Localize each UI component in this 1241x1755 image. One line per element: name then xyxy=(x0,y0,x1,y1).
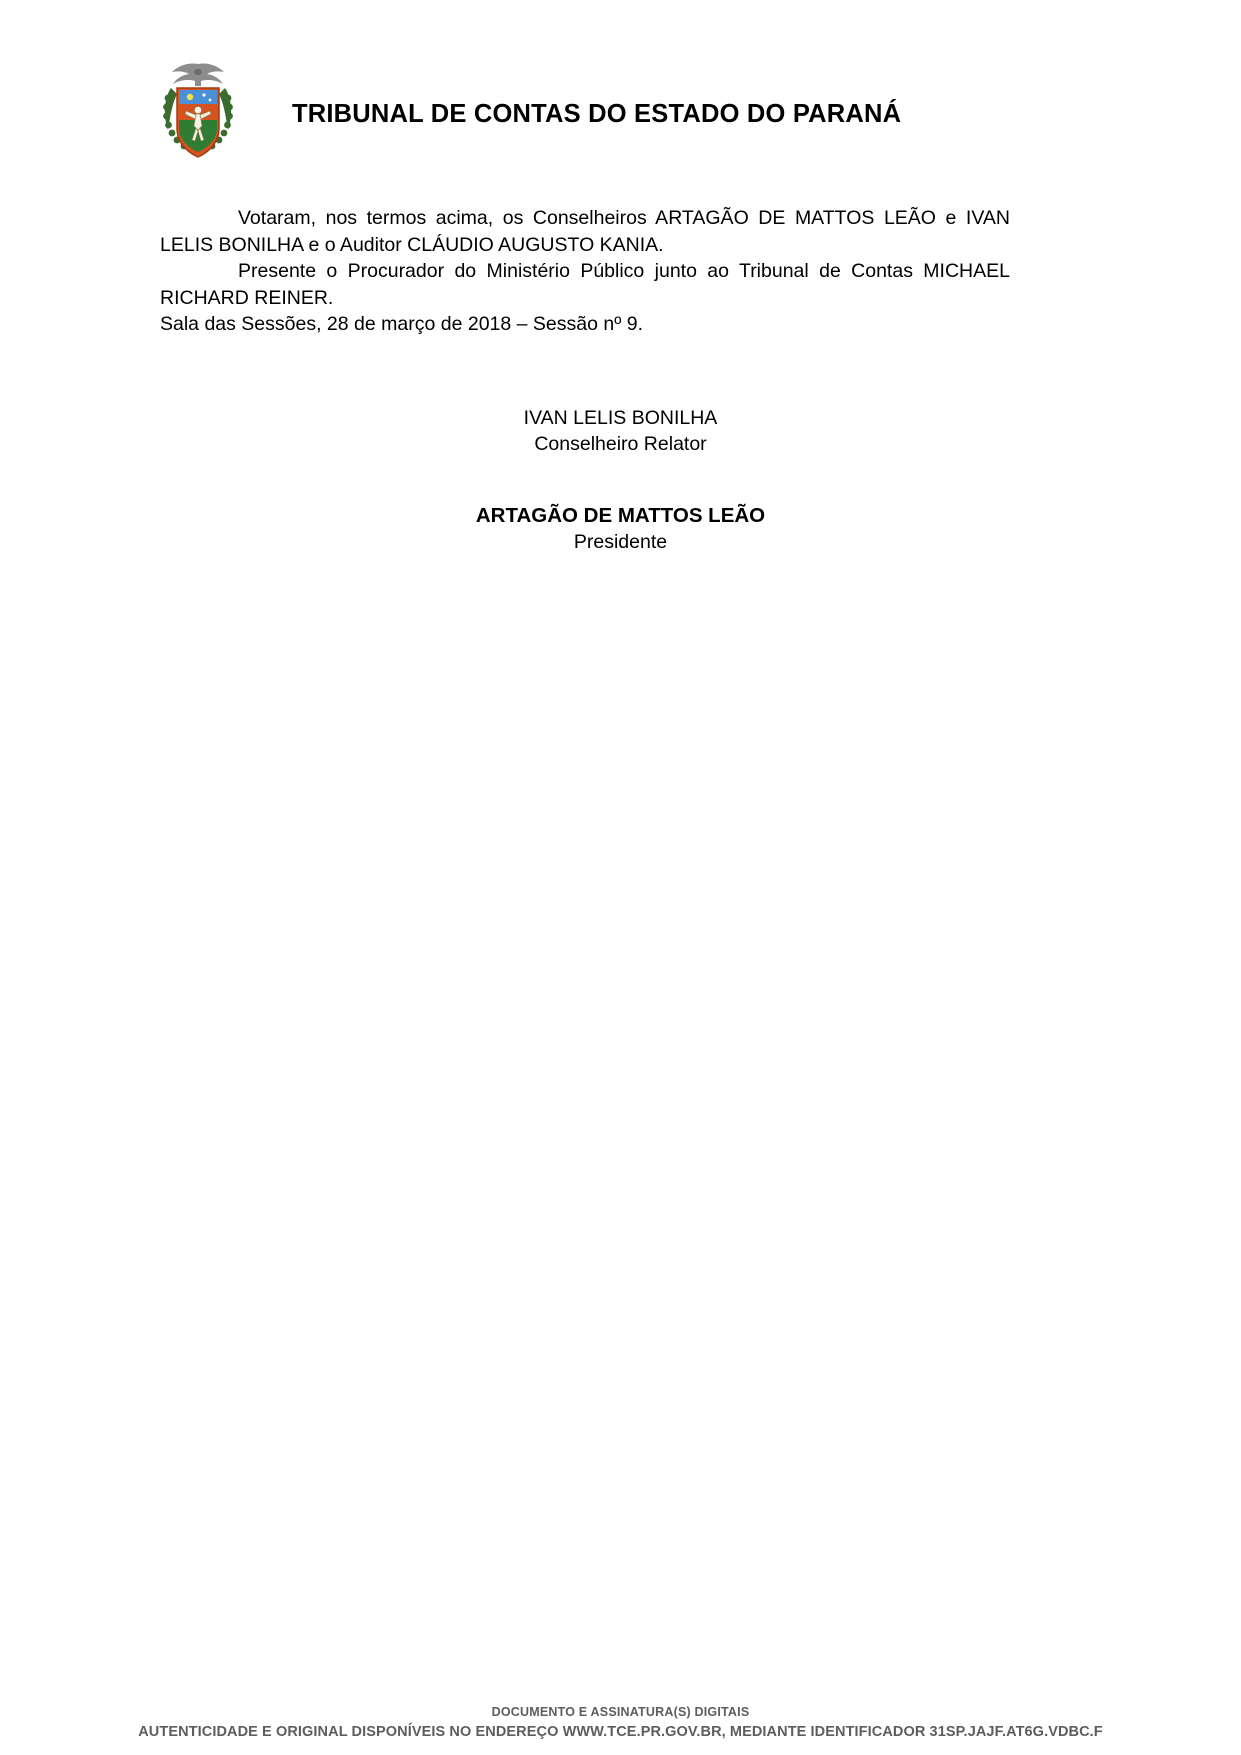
signature-block-presidente xyxy=(0,503,1241,555)
paragraph-sessao xyxy=(160,311,1010,338)
paragraph-sessao-text: Sala das Sessões, 28 de março de 2018 – Sessão nº 9. xyxy=(160,313,644,335)
coat-of-arms-parana-icon xyxy=(152,58,244,170)
footer-authenticity-notice: AUTENTICIDADE E ORIGINAL DISPONÍVEIS NO ENDEREÇO WWW.TCE.PR.GOV.BR, MEDIANTE IDENTIFICADOR 31SP.JAJF.AT6G.VDBC.F xyxy=(138,1724,1103,1740)
signature-role-relator: Conselheiro Relator xyxy=(534,433,707,455)
paragraph-procurador xyxy=(160,258,1010,311)
paragraph-votaram xyxy=(160,205,1010,258)
footer-digital-signature-notice: DOCUMENTO E ASSINATURA(S) DIGITAIS xyxy=(491,1705,750,1719)
paragraph-procurador-text: Presente o Procurador do Ministério Público junto ao Tribunal de Contas MICHAEL RICHARD REINER. xyxy=(160,260,1010,309)
document-footer xyxy=(0,1703,1241,1743)
document-header xyxy=(0,58,1241,170)
signature-block-relator xyxy=(0,405,1241,457)
signature-role-presidente: Presidente xyxy=(573,531,668,553)
paragraph-votaram-text: Votaram, nos termos acima, os Conselheiros ARTAGÃO DE MATTOS LEÃO e IVAN LELIS BONILHA e o Auditor CLÁUDIO AUGUSTO KANIA. xyxy=(160,207,1010,256)
signature-name-presidente: ARTAGÃO DE MATTOS LEÃO xyxy=(475,504,766,527)
signature-name-relator: IVAN LELIS BONILHA xyxy=(523,407,718,429)
page-title: TRIBUNAL DE CONTAS DO ESTADO DO PARANÁ xyxy=(292,99,902,128)
document-body xyxy=(160,205,1010,338)
